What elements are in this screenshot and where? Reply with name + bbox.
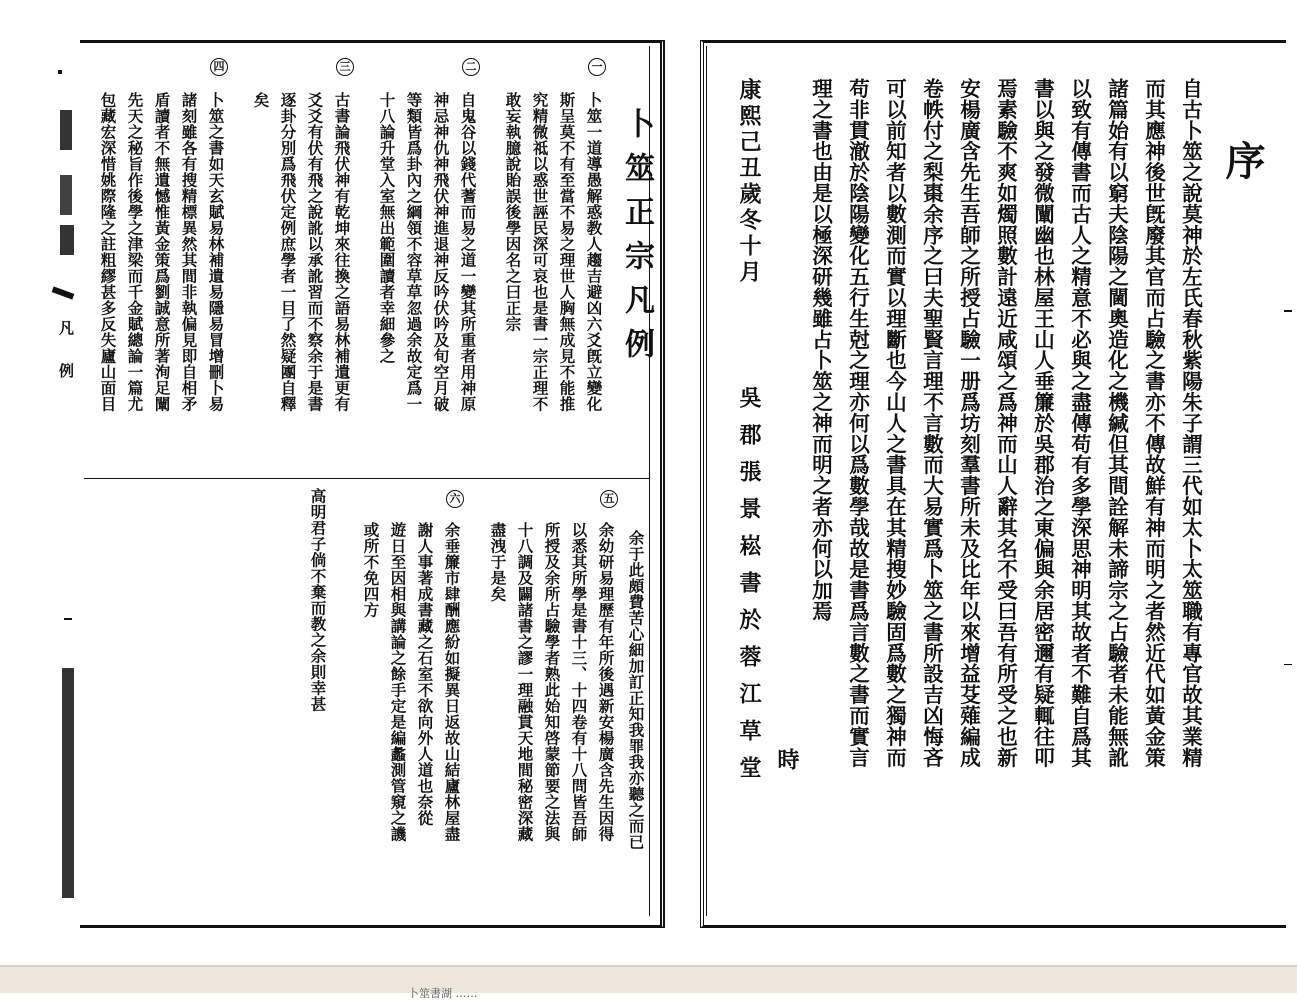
fanli-item-3-line-4: 矣: [251, 92, 271, 108]
item-number-4: 四: [210, 58, 228, 76]
fanli-item-4-continuation: 余于此頗費苦心細加訂正知我罪我亦聽之而已: [626, 530, 646, 850]
fanli-item-6-line-4: 或所不免四方: [361, 522, 381, 618]
preface-line-7: 安楊廣含先生吾師之所授占驗一册爲坊刻羣書所未及比年以來增益芟薙編成: [956, 78, 981, 768]
fanli-item-6-line-2: 謝人事著成書藏之石室不欲向外人道也奈從: [415, 522, 435, 826]
item-number-2: 二: [462, 58, 480, 76]
preface-line-2: 而其應神後世旣廢其官而占驗之書亦不傳故鮮有神而明之者然近代如黃金策: [1141, 78, 1166, 768]
preface-line-9: 可以前知者以數測而實以理斷也今山人之書具在其精搜妙驗固爲數之獨神而: [882, 78, 907, 768]
footer-caption: 卜筮書湖 ……: [408, 987, 478, 1000]
item-number-5: 五: [600, 490, 618, 508]
preface-line-6: 焉素驗不爽如燭照數計遠近咸頌之爲神而山人辭其名不受曰吾有所受之也新: [993, 78, 1018, 768]
fanli-item-3-line-3: 逐卦分別爲飛伏定例庶學者一目了然疑團自釋: [278, 92, 298, 412]
fanli-section-divider: [84, 478, 650, 479]
preface-title: 序: [1219, 140, 1266, 180]
fanli-item-1-line-3: 究精微祗以惑世誣民深可哀也是書一宗正理不: [530, 92, 550, 412]
fanli-item-1-line-4: 敢妄執臆說貽誤後學因名之曰正宗: [503, 92, 523, 332]
edge-mark: [1284, 310, 1292, 312]
fanli-item-4-line-3: 盾讀者不無遺憾惟黃金策爲劉誠意所著洵足闡: [152, 92, 172, 412]
fanli-item-2-line-4: 十八論升堂入室無出範圍讀者幸細參之: [377, 92, 397, 364]
preface-line-11: 理之書也由是以極深研幾雖占卜筮之神而明之者亦何以加焉: [808, 78, 833, 622]
fanli-item-2-line-1: 自鬼谷以錢代蓍而易之道一變其所重者用神原: [458, 92, 478, 412]
fanli-item-4-line-2: 諸刻雖各有搜精標異然其間非執偏見即自相矛: [179, 92, 199, 412]
fanli-item-5-line-5: 盡洩于是矣: [488, 522, 508, 602]
fanli-item-5-line-4: 十八調及闢諸書之謬一理融貫天地間秘密深藏: [515, 522, 535, 842]
fanli-item-4-line-1: 卜筮之書如天玄賦易林補遺易隱易冒增刪卜易: [206, 92, 226, 412]
fanli-item-1-line-2: 斯呈莫不有至當不易之理世人胸無成見不能推: [557, 92, 577, 412]
edge-mark: [1284, 664, 1292, 665]
preface-line-3: 諸篇始有以窮夫陰陽之閫奧造化之機緘但其間詮解未諦宗之占驗者未能無訛: [1104, 78, 1129, 768]
item-number-6: 六: [446, 490, 464, 508]
fanli-item-6-line-5: 高明君子倘不棄而教之余則幸甚: [308, 488, 328, 712]
preface-line-10: 苟非貫澈於陰陽變化五行生尅之理亦何以爲數學哉故是書爲言數之書而實言: [845, 78, 870, 768]
fanli-item-6-line-1: 余垂簾市肆酬應紛如擬異日返故山結廬林屋盡: [442, 522, 462, 842]
fanli-item-3-line-1: 古書論飛伏神有乾坤來往換之語易林補遺更有: [332, 92, 352, 412]
fanli-item-5-line-2: 以悉其所學是書十三、十四卷有十八問皆吾師: [569, 522, 589, 842]
preface-line-1: 自古卜筮之說莫神於左氏春秋紫陽朱子謂三代如太卜太筮職有專官故其業精: [1178, 78, 1203, 768]
preface-line-8: 卷帙付之梨棗余序之曰夫聖賢言理不言數而大易實爲卜筮之書所設吉凶悔吝: [919, 78, 944, 768]
viewer-footer-bar: [0, 965, 1297, 1000]
spine-section-label: 凡例: [57, 320, 75, 406]
fanli-item-5-line-1: 余幼研易理歷有年所後遇新安楊廣含先生因得: [596, 522, 616, 842]
preface-date: 康熙己丑歲冬十月: [736, 78, 762, 286]
fanli-item-4-line-5: 包藏宏深惜姚際隆之註粗繆甚多反失廬山面目: [98, 92, 118, 412]
fanli-item-2-line-2: 神忌神仇神飛伏神進退神反吟伏吟及旬空月破: [431, 92, 451, 412]
preface-line-4: 以致有傳書而古人之精意不必與之盡傳苟有多學深思神明其故者不難自爲其: [1067, 78, 1092, 768]
fanli-item-2-line-3: 等類皆爲卦內之綱領不容草草忽過余故定爲一: [404, 92, 424, 412]
fanli-item-6-line-3: 遊日至因相與講論之餘手定是編蠡測管窺之譏: [388, 522, 408, 842]
fanli-item-3-line-2: 爻爻有伏有飛之說訛以承訛習而不察余于是書: [305, 92, 325, 412]
item-number-1: 一: [588, 58, 606, 76]
fanli-item-5-line-3: 所授及余所占驗學者熟此始知啓蒙節要之法與: [542, 522, 562, 842]
fanli-title: 卜筮正宗凡例: [619, 108, 654, 372]
preface-time-mark: 時: [774, 748, 800, 770]
item-number-3: 三: [336, 58, 354, 76]
page-spine-margin: [0, 0, 80, 965]
preface-signature: 吳郡張景崧書於蓉江草堂: [736, 386, 762, 793]
preface-line-5: 書以與之發微闡幽也林屋王山人垂簾於吳郡治之東偏與余居密邇有疑輒往叩: [1030, 78, 1055, 768]
fanli-item-4-line-4: 先天之秘旨作後學之津梁而千金賦總論一篇尤: [125, 92, 145, 412]
fanli-item-1-line-1: 卜筮一道導愚解惑教人趨吉避凶六爻旣立變化: [584, 92, 604, 412]
